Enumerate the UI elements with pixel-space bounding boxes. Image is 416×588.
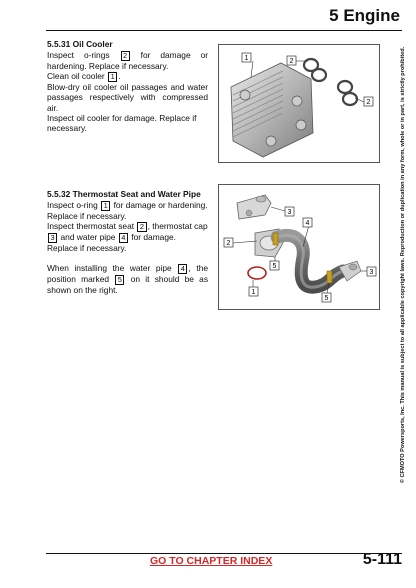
chapter-title: 5 Engine — [329, 6, 400, 25]
thermostat-text — [47, 200, 208, 296]
oil-cooler-figure — [218, 44, 380, 163]
thermostat-step-3: When installing the water pipe 4 , the position marked 5 on it should be as shown on the right. — [47, 263, 209, 296]
thermostat-illustration — [219, 185, 379, 309]
callout-ref: 1 — [108, 72, 117, 82]
callout-label: 1 — [244, 55, 249, 62]
thermostat-cap — [237, 195, 271, 219]
thermostat-step-1: Inspect o-ring 1 for damage or hardening. Replace if necessary. — [47, 200, 208, 221]
oil-cooler-step-2: Clean oil cooler 1 . — [47, 71, 121, 82]
header-rule — [46, 30, 402, 31]
oil-cooler-step-3: Blow-dry oil cooler oil passages and water passages respectively with compressed air. — [47, 82, 208, 113]
callout-ref: 2 — [137, 222, 146, 232]
callout-label: 2 — [366, 99, 371, 106]
oil-cooler-step-1: Inspect o-rings 2 for damage or hardening. Replace if necessary. — [47, 50, 209, 71]
oil-cooler-text — [47, 50, 208, 133]
callout-ref: 4 — [178, 264, 187, 274]
callout-label: 3 — [287, 209, 292, 216]
o-ring — [248, 267, 266, 279]
callout-ref: 4 — [119, 233, 128, 243]
chapter-index-link[interactable]: GO TO CHAPTER INDEX — [150, 555, 273, 567]
thermostat-figure — [218, 184, 380, 310]
section-title-oil-cooler: 5.5.31 Oil Cooler — [47, 39, 113, 49]
oil-cooler-illustration — [219, 45, 379, 162]
thermostat-step-2: Inspect thermostat seat 2 , thermostat cap 3 and water pipe 4 for damage. Replace if necessary. — [47, 221, 208, 254]
page-number: 5-111 — [362, 551, 402, 568]
section-title-thermostat: 5.5.32 Thermostat Seat and Water Pipe — [47, 189, 201, 199]
callout-label: 3 — [369, 269, 374, 276]
o-ring-pair-right — [338, 81, 357, 105]
callout-label: 5 — [272, 263, 277, 270]
footer-rule — [46, 553, 402, 554]
callout-label: 4 — [305, 220, 310, 227]
oil-cooler-body — [231, 63, 313, 157]
callout-ref: 5 — [115, 275, 124, 285]
callout-label: 1 — [251, 289, 256, 296]
callout-label: 2 — [226, 240, 231, 247]
copyright-notice: © CFMOTO Powersports, Inc. This manual is subject to all applicable copyright laws. Reproduction or duplication in any form, whole or in part, is strictly prohibited. — [400, 46, 406, 484]
callout-ref: 1 — [101, 201, 110, 211]
callout-ref: 3 — [48, 233, 57, 243]
callout-label: 5 — [324, 295, 329, 302]
water-pipe — [273, 233, 361, 287]
oil-cooler-step-4: Inspect oil cooler for damage. Replace if necessary. — [47, 112, 197, 134]
callout-ref: 2 — [121, 51, 130, 61]
callout-label: 2 — [289, 58, 294, 65]
